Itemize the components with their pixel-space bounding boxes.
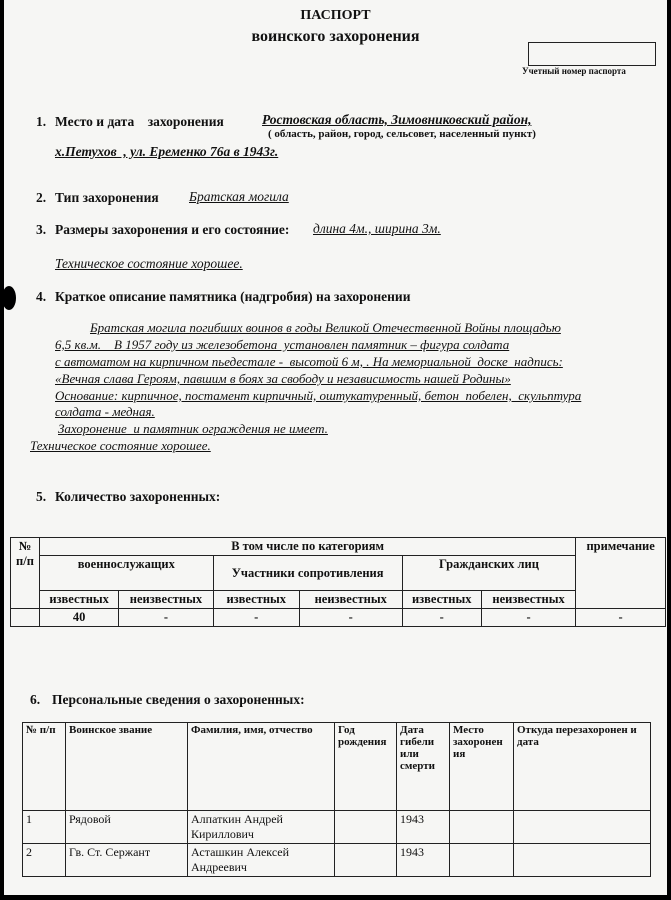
s4-line: Основание: кирпичное, постамент кирпичный, оштукатуренный, бетон побелен, скульптура xyxy=(55,388,582,403)
civil-header: Гражданских лиц xyxy=(402,556,576,591)
header-cell: Воинское звание xyxy=(66,723,188,811)
s4-line: с автоматом на кирпичном пьедестале - высотой 6 м, . На мемориальной доске надпись: xyxy=(55,354,563,369)
s4-num: 4. xyxy=(36,289,47,304)
s4-line: «Вечная слава Героям, павшим в боях за свободу и независимость нашей Родины» xyxy=(55,371,511,386)
s3-state: Техническое состояние хорошее. xyxy=(55,256,243,271)
cell xyxy=(450,844,514,877)
cell: - xyxy=(481,609,575,627)
s4-line: солдата - медная. xyxy=(55,404,155,419)
header-cell: Дата гибели или смерти xyxy=(397,723,450,811)
cell: - xyxy=(119,609,213,627)
s1-place-2: х.Петухов , ул. Еременко 76а в 1943г. xyxy=(55,144,279,159)
cell xyxy=(11,609,40,627)
cell xyxy=(514,811,651,844)
header-cell: Место захоронен ия xyxy=(450,723,514,811)
cell: - xyxy=(213,609,299,627)
cell xyxy=(335,811,397,844)
account-number-box xyxy=(528,42,656,66)
s3-num: 3. xyxy=(36,222,47,237)
resistance-header: Участники сопротивления xyxy=(213,556,402,591)
cell: Алпаткин Андрей Кириллович xyxy=(188,811,335,844)
cell: 1943 xyxy=(397,844,450,877)
s5-num: 5. xyxy=(36,489,47,504)
header-cell: Фамилия, имя, отчество xyxy=(188,723,335,811)
s4-line: Захоронение и памятник ограждения не имеет. xyxy=(58,421,328,436)
s1-hint: ( область, район, город, сельсовет, населенный пункт) xyxy=(268,128,536,140)
document-title: ПАСПОРТ xyxy=(300,8,371,23)
cell: Гв. Ст. Сержант xyxy=(66,844,188,877)
s3-value: длина 4м., ширина 3м. xyxy=(313,221,441,236)
unknown-header: неизвестных xyxy=(119,591,213,609)
s3-label: Размеры захоронения и его состояние: xyxy=(55,222,290,237)
cell xyxy=(335,844,397,877)
s5-label: Количество захороненных: xyxy=(55,489,221,504)
col-num: № п/п xyxy=(11,538,40,609)
known-header: известных xyxy=(402,591,481,609)
s6-num: 6. xyxy=(30,692,41,707)
cell: Асташкин Алексей Андреевич xyxy=(188,844,335,877)
categories-header: В том числе по категориям xyxy=(40,538,576,556)
cell xyxy=(514,844,651,877)
account-number-label: Учетный номер паспорта xyxy=(522,66,626,76)
s4-line: Братская могила погибших воинов в годы Великой Отечественной Войны площадью xyxy=(90,320,561,335)
document-subtitle: воинского захоронения xyxy=(251,28,420,45)
cell xyxy=(450,811,514,844)
cell: 1 xyxy=(23,811,66,844)
burial-count-table xyxy=(10,537,666,627)
s1-num: 1. xyxy=(36,114,47,129)
table-row xyxy=(11,609,666,627)
cell: 40 xyxy=(40,609,119,627)
known-header: известных xyxy=(40,591,119,609)
note-header: примечание xyxy=(576,538,666,609)
s4-label: Краткое описание памятника (надгробия) на захоронении xyxy=(55,289,411,304)
s1-label: Место и дата захоронения xyxy=(55,114,224,129)
header-cell: Год рождения xyxy=(335,723,397,811)
military-header: военнослужащих xyxy=(40,556,214,591)
header-cell: Откуда перезахоронен и дата xyxy=(514,723,651,811)
s2-num: 2. xyxy=(36,190,47,205)
cell: - xyxy=(299,609,402,627)
s4-line: Техническое состояние хорошее. xyxy=(30,438,211,453)
s1-place: Ростовская область, Зимовниковский район, xyxy=(262,112,532,127)
unknown-header: неизвестных xyxy=(299,591,402,609)
known-header: известных xyxy=(213,591,299,609)
cell: 2 xyxy=(23,844,66,877)
header-cell: № п/п xyxy=(23,723,66,811)
s2-label: Тип захоронения xyxy=(55,190,159,205)
cell: - xyxy=(576,609,666,627)
punch-hole xyxy=(2,286,16,310)
cell: 1943 xyxy=(397,811,450,844)
cell: Рядовой xyxy=(66,811,188,844)
personal-data-table xyxy=(22,722,651,877)
cell: - xyxy=(402,609,481,627)
s4-line: 6,5 кв.м. В 1957 году из железобетона установлен памятник – фигура солдата xyxy=(55,337,510,352)
s2-value: Братская могила xyxy=(189,189,289,204)
table-row xyxy=(23,811,651,844)
table-row xyxy=(23,844,651,877)
unknown-header: неизвестных xyxy=(481,591,575,609)
s6-label: Персональные сведения о захороненных: xyxy=(52,692,305,707)
